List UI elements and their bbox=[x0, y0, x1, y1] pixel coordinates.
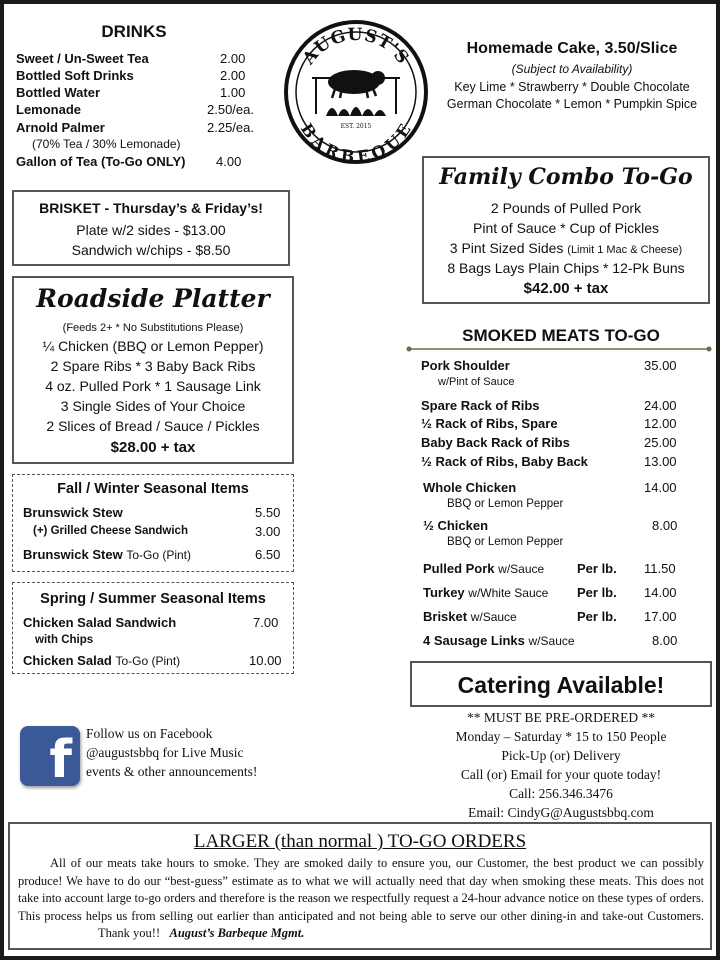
facebook-line3: events & other announcements! bbox=[86, 764, 258, 779]
catering-email: Email: CindyG@Augustsbbq.com bbox=[468, 805, 654, 820]
platter-line1: ¼ Chicken (BBQ or Lemon Pepper) bbox=[42, 338, 264, 354]
larger-orders-text: All of our meats take hours to smoke. They are smoked daily to ensure you, our Customer, the best product we can possibly produce! We have to do our “best-guess” estimate as to what we will actually need that day when smoking these meats. This does not take into account large to-go orders and therefore is the reason we respectfully request a 24-hour advance notice on these types of orders. This process helps us from selling out earlier than anticipated and not being able to serve our other dining-in and take-out Customers. bbox=[18, 856, 704, 923]
chips-note: with Chips bbox=[35, 634, 94, 646]
spring-title: Spring / Summer Seasonal Items bbox=[40, 591, 266, 607]
meat-unit: Per lb. bbox=[577, 561, 617, 576]
platter-line4: 3 Single Sides of Your Choice bbox=[60, 398, 246, 414]
fall-winter-box bbox=[12, 474, 294, 572]
family-line1: 2 Pounds of Pulled Pork bbox=[490, 200, 642, 216]
meat-name-text: Brisket bbox=[423, 609, 468, 624]
drink-price: 2.50/ea. bbox=[207, 102, 254, 117]
logo-top-text: AUGUST'S bbox=[299, 24, 414, 69]
brisket-sandwich: Sandwich w/chips - $8.50 bbox=[71, 242, 231, 258]
meat-price: 25.00 bbox=[644, 435, 677, 450]
cake-note: (Subject to Availability) bbox=[511, 62, 633, 76]
drink-price: 2.00 bbox=[220, 68, 246, 83]
meat-price: 17.00 bbox=[644, 609, 677, 624]
brisket-plate: Plate w/2 sides - $13.00 bbox=[76, 222, 226, 238]
roadside-platter-box bbox=[12, 276, 294, 464]
spring-summer-box bbox=[12, 582, 294, 674]
drink-price: 2.00 bbox=[220, 51, 246, 66]
management-signature: August’s Barbeque Mgmt. bbox=[169, 926, 305, 940]
meat-name: Whole Chicken bbox=[423, 480, 517, 495]
platter-note: (Feeds 2+ * No Substitutions Please) bbox=[62, 322, 244, 334]
spring-item-price: 10.00 bbox=[249, 653, 282, 668]
half-chicken-note: BBQ or Lemon Pepper bbox=[447, 536, 564, 548]
catering-pickup: Pick-Up (or) Delivery bbox=[501, 748, 621, 763]
cake-flavors-line1: Key Lime * Strawberry * Double Chocolate bbox=[454, 80, 690, 94]
spring-item-name bbox=[23, 653, 180, 668]
meat-price: 35.00 bbox=[644, 358, 677, 373]
fall-item-name-text: Brunswick Stew bbox=[23, 547, 123, 562]
cake-title: Homemade Cake, 3.50/Slice bbox=[466, 40, 678, 57]
meat-name: ½ Rack of Ribs, Spare bbox=[421, 416, 558, 431]
meat-name: Pork Shoulder bbox=[421, 358, 510, 373]
menu-page bbox=[4, 4, 716, 956]
spring-item-name-text: Chicken Salad bbox=[23, 653, 112, 668]
larger-orders-box bbox=[8, 822, 712, 950]
smoked-divider bbox=[406, 347, 712, 350]
meat-name: Spare Rack of Ribs bbox=[421, 398, 540, 413]
drink-name: Arnold Palmer bbox=[16, 120, 105, 135]
family-line2: Pint of Sauce * Cup of Pickles bbox=[473, 220, 659, 236]
fall-item-suffix: To-Go (Pint) bbox=[126, 548, 192, 562]
meat-suffix: w/Sauce bbox=[498, 562, 545, 576]
logo-bottom-text: BARBEQUE bbox=[296, 119, 416, 166]
pork-shoulder-note: w/Pint of Sauce bbox=[438, 376, 515, 388]
facebook-f-glyph: f bbox=[49, 730, 72, 790]
meat-price: 14.00 bbox=[644, 585, 677, 600]
fall-item-price: 3.00 bbox=[255, 524, 281, 539]
drink-name: Gallon of Tea (To-Go ONLY) bbox=[16, 154, 186, 169]
catering-box bbox=[410, 661, 712, 707]
facebook-icon[interactable] bbox=[20, 726, 80, 790]
platter-line2: 2 Spare Ribs * 3 Baby Back Ribs bbox=[50, 358, 256, 374]
catering-days: Monday – Saturday * 15 to 150 People bbox=[455, 729, 667, 744]
family-line3-note: (Limit 1 Mac & Cheese) bbox=[567, 244, 683, 256]
meat-name: ½ Chicken bbox=[423, 518, 489, 533]
drink-name: Bottled Water bbox=[16, 85, 101, 100]
meat-name-text: Turkey bbox=[423, 585, 465, 600]
facebook-line2: @augustsbbq for Live Music bbox=[86, 745, 244, 760]
platter-line3: 4 oz. Pulled Pork * 1 Sausage Link bbox=[45, 378, 261, 394]
drink-price: 4.00 bbox=[216, 154, 242, 169]
cake-flavors-line2: German Chocolate * Lemon * Pumpkin Spice bbox=[446, 97, 698, 111]
family-price: $42.00 + tax bbox=[523, 280, 609, 297]
fall-item-name: Brunswick Stew bbox=[23, 505, 123, 520]
meat-name bbox=[423, 585, 548, 600]
meat-unit: Per lb. bbox=[577, 609, 617, 624]
larger-orders-title: LARGER (than normal ) TO-GO ORDERS bbox=[193, 831, 527, 852]
platter-price: $28.00 + tax bbox=[110, 439, 196, 456]
fall-item-name: (+) Grilled Cheese Sandwich bbox=[33, 525, 188, 537]
catering-phone: Call: 256.346.3476 bbox=[509, 786, 613, 801]
spring-item-name: Chicken Salad Sandwich bbox=[23, 615, 177, 630]
family-combo-title: Family Combo To-Go bbox=[439, 164, 693, 190]
meat-price: 12.00 bbox=[644, 416, 677, 431]
meat-suffix: w/Sauce bbox=[470, 610, 517, 624]
family-combo-box bbox=[422, 156, 710, 304]
fall-item-price: 6.50 bbox=[255, 547, 281, 562]
meat-unit: Per lb. bbox=[577, 585, 617, 600]
drink-name: Lemonade bbox=[16, 102, 82, 117]
arnold-palmer-note: (70% Tea / 30% Lemonade) bbox=[32, 137, 181, 151]
meat-price: 14.00 bbox=[644, 480, 677, 495]
meat-price: 8.00 bbox=[652, 518, 678, 533]
meat-name: Baby Back Rack of Ribs bbox=[421, 435, 570, 450]
meat-price: 8.00 bbox=[652, 633, 678, 648]
catering-quote: Call (or) Email for your quote today! bbox=[460, 767, 662, 782]
fall-title: Fall / Winter Seasonal Items bbox=[57, 481, 249, 497]
drink-price: 1.00 bbox=[220, 85, 246, 100]
meat-price: 24.00 bbox=[644, 398, 677, 413]
platter-line5: 2 Slices of Bread / Sauce / Pickles bbox=[46, 418, 260, 434]
facebook-line1: Follow us on Facebook bbox=[86, 726, 213, 741]
meat-name bbox=[423, 633, 575, 648]
thank-you-text: Thank you!! bbox=[98, 926, 161, 940]
brisket-title: BRISKET - Thursday’s & Friday’s! bbox=[39, 200, 263, 216]
larger-orders-body bbox=[18, 855, 704, 943]
drink-name: Sweet / Un-Sweet Tea bbox=[16, 51, 149, 66]
meat-name-text: 4 Sausage Links bbox=[423, 633, 525, 648]
spring-item-suffix: To-Go (Pint) bbox=[115, 654, 181, 668]
spring-item-price: 7.00 bbox=[253, 615, 279, 630]
meat-price: 11.50 bbox=[644, 561, 676, 576]
platter-title: Roadside Platter bbox=[36, 284, 270, 313]
meat-name-text: Pulled Pork bbox=[423, 561, 495, 576]
family-line3 bbox=[424, 240, 708, 256]
family-line3-text: 3 Pint Sized Sides bbox=[449, 240, 564, 256]
meat-name: ½ Rack of Ribs, Baby Back bbox=[421, 454, 588, 469]
meat-price: 13.00 bbox=[644, 454, 677, 469]
catering-title: Catering Available! bbox=[457, 672, 665, 698]
family-line4: 8 Bags Lays Plain Chips * 12-Pk Buns bbox=[447, 260, 685, 276]
smoked-meats-title: SMOKED MEATS TO-GO bbox=[462, 326, 660, 345]
drink-name: Bottled Soft Drinks bbox=[16, 68, 134, 83]
brisket-box bbox=[12, 190, 290, 266]
meat-suffix: w/Sauce bbox=[528, 634, 575, 648]
catering-preorder: ** MUST BE PRE-ORDERED ** bbox=[466, 710, 656, 725]
fall-item-price: 5.50 bbox=[255, 505, 281, 520]
fall-item-name bbox=[23, 547, 191, 562]
logo-est-text: EST. 2015 bbox=[340, 123, 372, 130]
meat-name bbox=[423, 561, 544, 576]
drink-price: 2.25/ea. bbox=[207, 120, 254, 135]
whole-chicken-note: BBQ or Lemon Pepper bbox=[447, 498, 564, 510]
drinks-title: DRINKS bbox=[101, 22, 167, 41]
meat-suffix: w/White Sauce bbox=[468, 586, 549, 600]
meat-name bbox=[423, 609, 517, 624]
augusts-barbeque-logo bbox=[282, 18, 430, 166]
